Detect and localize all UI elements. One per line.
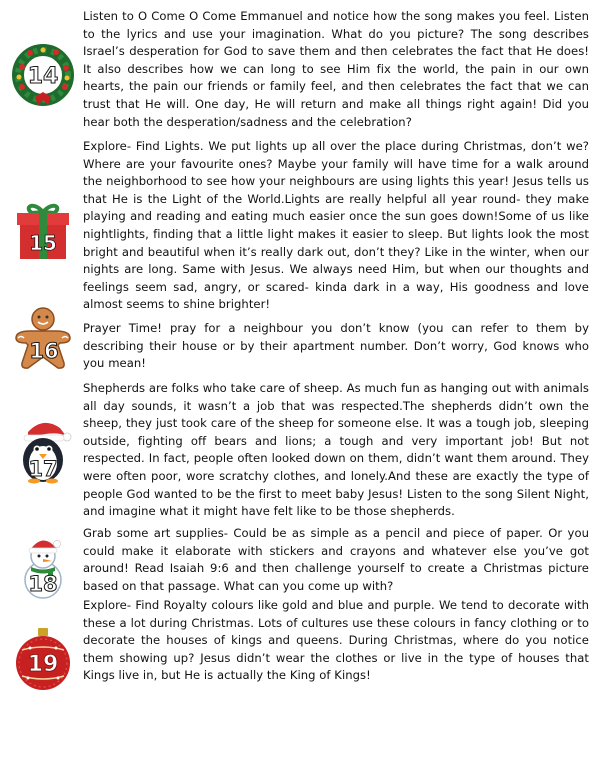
penguin-icon	[10, 418, 76, 484]
day-number: 16	[29, 339, 59, 363]
entry-text: Explore- Find Lights. We put lights up all over the place during Christmas, don’t we? Where are your favourite ones? Maybe your family will have time for a walk around the neighborhood to see how your neighbours are using lights this year! Jesus tells us that He is the Light of the World.Lights are really helpful all year round- they make playing and reading and eating much easier once the sun goes down!Some of us like nightlights, finding that a little light makes it easier to sleep. But lights look the most bright and beautiful when it’s really dark out, don’t they? Like in the winter, when our nights are long. Same with Jesus. We always need Him, but when our thoughts and feelings seem sad, angry, or scared- kinda dark in a way, His goodness and love almost seems to shine brighter!	[83, 139, 589, 312]
day-number: 19	[27, 652, 59, 677]
entry-text: Prayer Time! pray for a neighbour you don’t know (you can refer to them by describing their house or by their apartment number. Don’t worry, God knows who you mean!	[83, 321, 589, 371]
gingerbread-man-icon	[10, 305, 76, 371]
day-number: 18	[28, 572, 58, 596]
entry-text: Shepherds are folks who take care of sheep. As much fun as hanging out with animals all day sounds, it wasn’t a job that was respected.The shepherds didn’t own the sheep, they just took care of the sheep for someone else. It was a tough job, sleeping outside, fighting off bears and lions; a tough and very important job! But not respected. In fact, people often looked down on them, didn’t want them around. They were often poor, wore scratchy clothes, and lonely.And these are exactly the type of people God wanted to be the first to meet baby Jesus! Listen to the song Silent Night, and imagine what it might have felt like to be those shepherds.	[83, 381, 589, 519]
entry-text: Grab some art supplies- Could be as simple as a pencil and piece of paper. Or you could make it elaborate with stickers and crayons and whatever else you’ve got around! Read Isaiah 9:6 and then challenge yourself to create a Christmas picture based on that passage. What can you come up with?	[83, 526, 589, 593]
wreath-icon	[10, 42, 76, 108]
entry-text: Listen to O Come O Come Emmanuel and notice how the song makes you feel. Listen to the lyrics and use your imagination. What do you picture? The song describes Israel’s desperation for God to save them and then celebrates the fact that He does! It also describes how we can long to see Him fix the world, the pain in our own hearts, the pain our friends or family feel, and then celebrates the fact that we can trust that He will. One day, He will return and make all things right again! Did you hear both the desperation/sadness and the celebration?	[83, 9, 589, 129]
day-number: 15	[29, 231, 57, 255]
gift-box-icon	[10, 198, 76, 264]
ornament-icon	[10, 626, 76, 692]
entry-text: Explore- Find Royalty colours like gold and blue and purple. We tend to decorate with these a lot during Christmas. Lots of cultures use these colours in fancy clothing or to decorate the houses of kings and queens. During Christmas, where do you notice them showing up? Jesus didn’t wear the clothes or live in the type of houses that Kings live in, but He is actually the King of Kings!	[83, 598, 589, 683]
day-number: 17	[28, 457, 58, 481]
snowman-icon	[10, 534, 76, 600]
day-number: 14	[27, 64, 59, 89]
